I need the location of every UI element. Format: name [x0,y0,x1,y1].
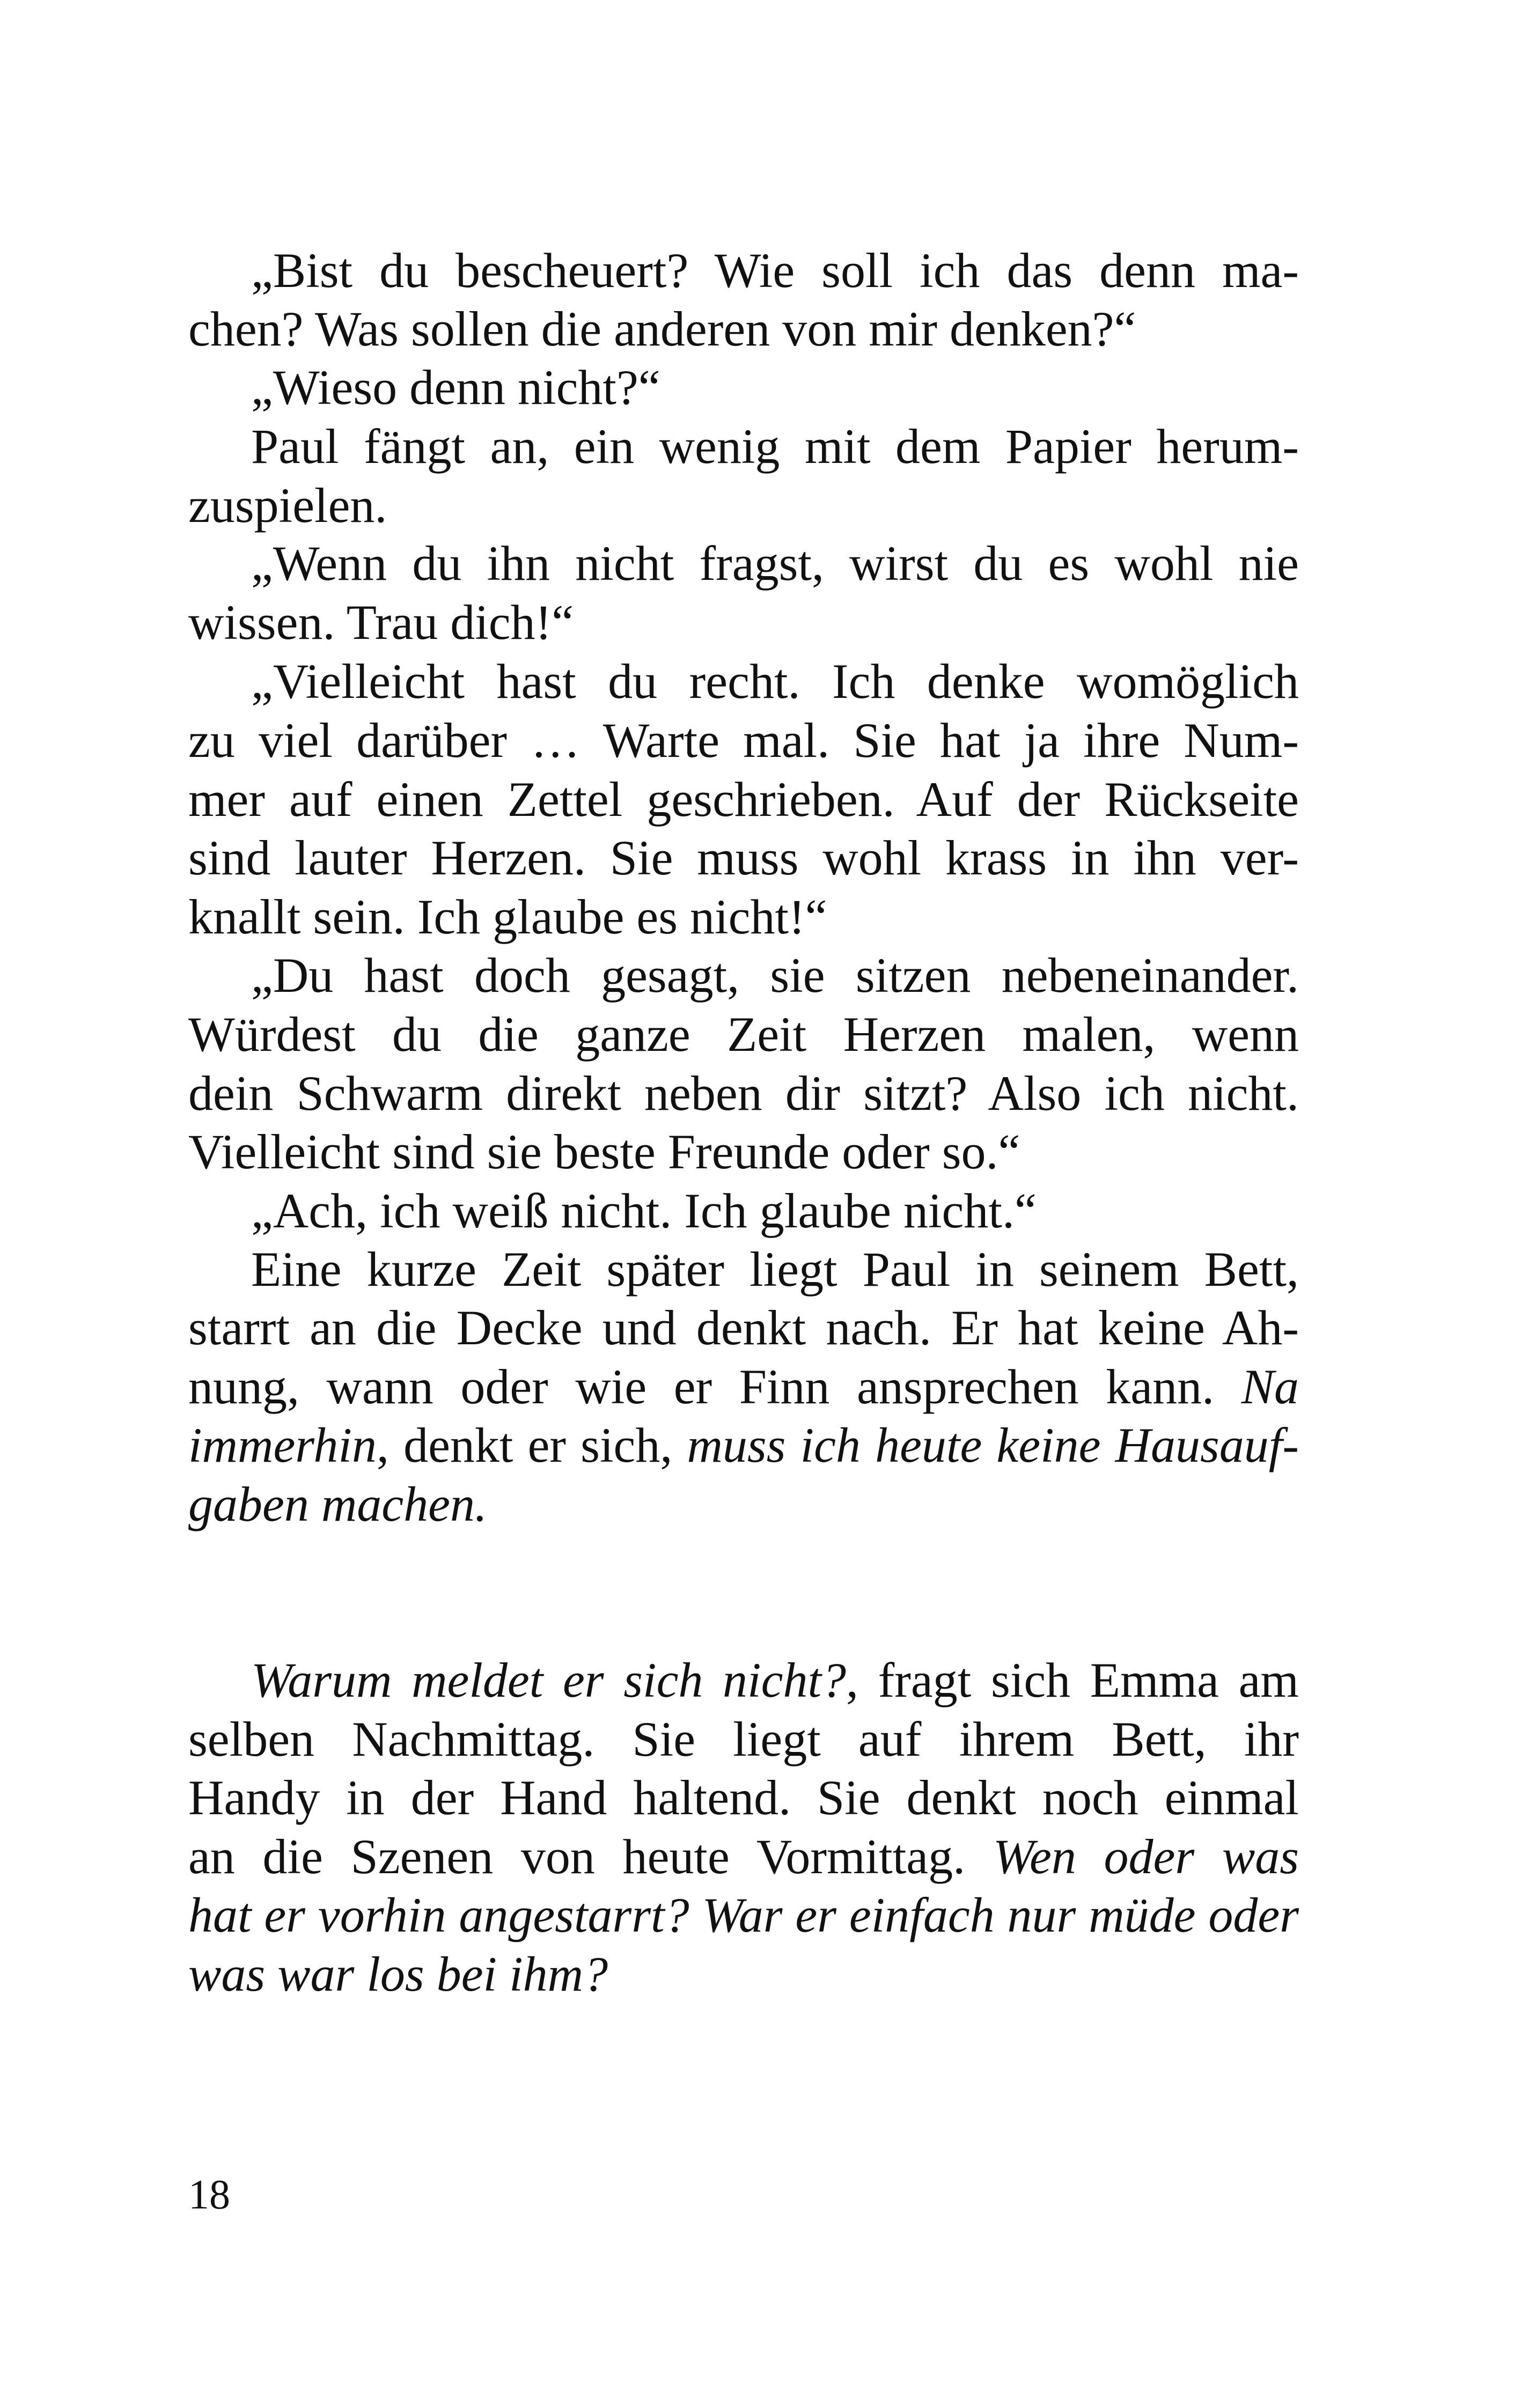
text-line [251,654,1299,709]
text-run: Eine kurze Zeit später liegt Paul in seinem Bett, [251,1242,1299,1297]
text-run: „Wieso denn nicht?“ [251,360,660,415]
italic-text-run: immerhin [188,1418,377,1472]
text-line [251,1242,1299,1297]
text-line [188,830,1299,885]
text-line [251,243,1299,298]
text-run: Vielleicht sind sie beste Freunde oder so.“ [188,1124,1020,1179]
italic-text-run: Na [1241,1359,1299,1414]
text-run: „Vielleicht hast du recht. Ich denke womöglich [251,654,1299,709]
text-line [251,948,1299,1003]
text-run: „Du hast doch gesagt, sie sitzen nebeneinander. [251,948,1299,1003]
text-line [188,1124,1020,1179]
text-run: „Wenn du ihn nicht fragst, wirst du es wohl nie [251,536,1299,591]
text-run: „Bist du bescheuert? Wie soll ich das denn ma- [251,243,1299,298]
text-line [188,1007,1299,1062]
text-line [188,1300,1299,1355]
text-run: wissen. Trau dich!“ [188,595,574,650]
text-line [188,1420,1299,1470]
italic-text-run: muss ich heute keine Hausauf- [687,1418,1299,1472]
text-run: „Ach, ich weiß nicht. Ich glaube nicht.“ [251,1183,1037,1238]
italic-text-run: Wen oder was [993,1829,1299,1884]
text-run: Paul fängt an, ein wenig mit dem Papier herum- [251,419,1299,474]
text-line [188,595,574,650]
text-line [188,1714,1299,1764]
text-run: selben Nachmittag. Sie liegt auf ihrem Bett, ihr [188,1712,1299,1766]
text-line [188,1359,1299,1414]
text-run: zuspielen. [188,478,387,533]
text-run: chen? Was sollen die anderen von mir denken?“ [188,301,1136,356]
text-line [188,713,1299,768]
italic-text-run: Warum meldet er sich nicht? [251,1653,847,1707]
italic-text-run: was war los bei ihm? [188,1947,608,2001]
text-line [188,1770,1299,1825]
italic-text-run: gaben machen. [188,1477,487,1531]
text-line [188,1066,1299,1121]
text-run: , fragt sich Emma am [846,1653,1299,1707]
page-number: 18 [188,2171,230,2218]
text-run: Würdest du die ganze Zeit Herzen malen, wenn [188,1007,1299,1062]
text-line [251,1655,1299,1705]
text-run: sind lauter Herzen. Sie muss wohl krass in ihn ver- [188,830,1299,885]
text-line [188,889,827,944]
text-line [188,1479,487,1529]
text-run: Handy in der Hand haltend. Sie denkt noch einmal [188,1770,1299,1825]
text-line [251,536,1299,591]
text-run: an die Szenen von heute Vormittag. [188,1829,993,1884]
text-run: dein Schwarm direkt neben dir sitzt? Also ich nicht. [188,1066,1299,1121]
text-line [188,1890,1299,1940]
text-line [188,1949,608,1999]
italic-text-run: hat er vorhin angestarrt? War er einfach nur müde oder [188,1888,1299,1942]
text-run: knallt sein. Ich glaube es nicht!“ [188,889,827,944]
text-line [188,1829,1299,1884]
text-line [251,419,1299,474]
text-run: starrt an die Decke und denkt nach. Er hat keine Ah- [188,1300,1299,1355]
text-run: , denkt er sich, [376,1418,687,1472]
text-line [188,301,1136,356]
text-line [251,360,660,415]
text-line [188,478,387,533]
text-run: mer auf einen Zettel geschrieben. Auf der Rückseite [188,772,1299,827]
text-run: zu viel darüber … Warte mal. Sie hat ja ihre Num- [188,713,1299,768]
text-run: nung, wann oder wie er Finn ansprechen kann. [188,1359,1241,1414]
text-line [251,1183,1037,1238]
text-line [188,772,1299,827]
